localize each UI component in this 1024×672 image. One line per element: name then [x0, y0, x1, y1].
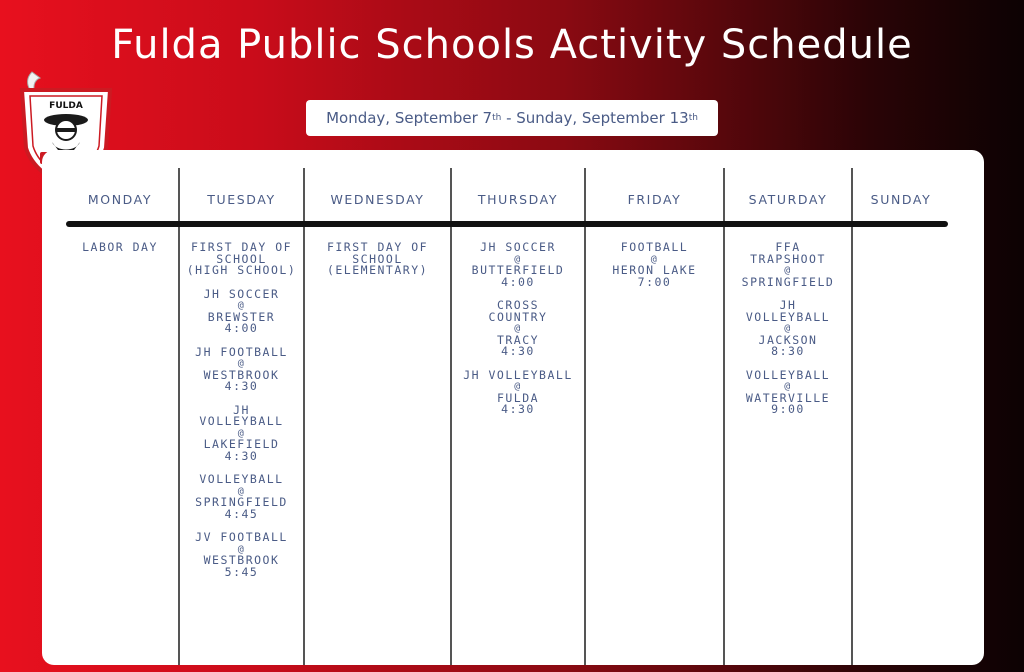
- page-title: Fulda Public Schools Activity Schedule: [111, 22, 913, 68]
- day-column-monday: [62, 242, 178, 266]
- day-header-sunday: SUNDAY: [870, 192, 932, 207]
- event-line: COUNTRY: [488, 309, 548, 324]
- date-start-suffix: th: [492, 113, 502, 123]
- event-line: @: [237, 300, 246, 311]
- event-line: 4:00: [501, 274, 535, 289]
- date-end: Sunday, September 13: [516, 109, 689, 127]
- date-separator: -: [501, 109, 517, 127]
- event-line: JH VOLLEYBALL: [463, 367, 573, 382]
- column-divider: [851, 168, 853, 665]
- schedule-event: [586, 242, 723, 288]
- event-line: 8:30: [771, 344, 805, 358]
- event-line: VOLLEYBALL: [745, 367, 831, 382]
- event-line: FIRST DAY OF: [190, 240, 293, 254]
- header-rule: [66, 221, 948, 227]
- event-line: @: [237, 543, 246, 555]
- event-line: @: [650, 253, 659, 265]
- event-line: 4:30: [224, 448, 259, 463]
- schedule-event: [452, 367, 584, 416]
- schedule-event: [725, 367, 851, 416]
- event-line: JH: [233, 402, 250, 417]
- event-line: WESTBROOK: [203, 553, 280, 567]
- schedule-event: [180, 344, 303, 393]
- day-column-wednesday: [305, 242, 450, 289]
- event-line: FIRST DAY OF: [326, 240, 429, 254]
- event-line: 7:00: [637, 274, 672, 289]
- schedule-event: [180, 474, 303, 520]
- event-line: CROSS: [496, 298, 540, 312]
- event-line: 4:00: [224, 321, 259, 335]
- day-header-thursday: THURSDAY: [477, 192, 559, 207]
- event-line: VOLLEYBALL: [199, 472, 284, 486]
- event-line: JH SOCCER: [480, 240, 556, 254]
- day-column-saturday: [725, 242, 851, 428]
- event-line: SPRINGFIELD: [195, 495, 288, 509]
- event-line: WESTBROOK: [203, 367, 280, 382]
- event-line: TRACY: [496, 332, 540, 347]
- day-column-thursday: [452, 242, 584, 428]
- event-line: 4:30: [501, 402, 535, 416]
- event-line: @: [514, 253, 522, 265]
- event-line: 5:45: [224, 564, 259, 579]
- schedule-event: [180, 532, 303, 578]
- event-line: LAKEFIELD: [203, 437, 280, 451]
- event-line: VOLLEYBALL: [199, 414, 284, 428]
- day-header-tuesday: TUESDAY: [207, 192, 276, 207]
- event-line: (HIGH SCHOOL): [186, 263, 297, 277]
- event-line: FFA: [775, 240, 801, 254]
- date-range-banner: [306, 100, 718, 136]
- schedule-event: [452, 242, 584, 288]
- event-line: (ELEMENTARY): [326, 263, 429, 277]
- schedule-event: [452, 300, 584, 358]
- event-line: 4:30: [501, 344, 535, 358]
- event-line: @: [784, 323, 792, 334]
- event-line: SCHOOL: [352, 251, 403, 266]
- event-line: SCHOOL: [216, 251, 267, 266]
- event-line: BREWSTER: [207, 309, 276, 324]
- day-header-saturday: SATURDAY: [748, 192, 828, 207]
- schedule-event: [62, 242, 178, 254]
- event-line: 9:00: [771, 402, 805, 416]
- event-line: LABOR DAY: [82, 240, 158, 254]
- event-line: JACKSON: [758, 332, 818, 347]
- event-line: @: [237, 427, 246, 439]
- event-line: WATERVILLE: [745, 390, 831, 405]
- event-line: @: [784, 265, 792, 276]
- event-line: JH SOCCER: [203, 286, 280, 301]
- event-line: VOLLEYBALL: [745, 309, 831, 324]
- schedule-event: [180, 402, 303, 463]
- date-end-suffix: th: [688, 113, 698, 123]
- day-header-friday: FRIDAY: [627, 192, 682, 207]
- schedule-event: [180, 242, 303, 277]
- event-line: HERON LAKE: [612, 263, 697, 277]
- event-line: @: [514, 381, 522, 392]
- date-start: Monday, September 7: [326, 109, 493, 127]
- event-line: BUTTERFIELD: [471, 263, 565, 277]
- event-line: JV FOOTBALL: [195, 530, 288, 544]
- day-header-monday: MONDAY: [87, 192, 153, 207]
- event-line: @: [514, 323, 522, 334]
- event-line: TRAPSHOOT: [750, 251, 826, 266]
- event-line: 4:30: [224, 379, 259, 393]
- event-line: JH: [779, 298, 797, 312]
- event-line: @: [237, 358, 246, 369]
- day-header-wednesday: WEDNESDAY: [330, 192, 425, 207]
- schedule-event: [180, 286, 303, 335]
- day-column-friday: [586, 242, 723, 300]
- event-line: JH FOOTBALL: [195, 344, 288, 359]
- event-line: FOOTBALL: [620, 240, 689, 254]
- event-line: @: [784, 381, 792, 392]
- event-line: SPRINGFIELD: [741, 274, 835, 289]
- schedule-event: [305, 242, 450, 277]
- day-column-tuesday: [180, 242, 303, 590]
- schedule-event: [725, 242, 851, 288]
- event-line: @: [237, 485, 246, 497]
- event-line: 4:45: [224, 506, 259, 521]
- event-line: FULDA: [496, 390, 540, 405]
- schedule-event: [725, 300, 851, 358]
- logo-top-text: FULDA: [49, 101, 83, 111]
